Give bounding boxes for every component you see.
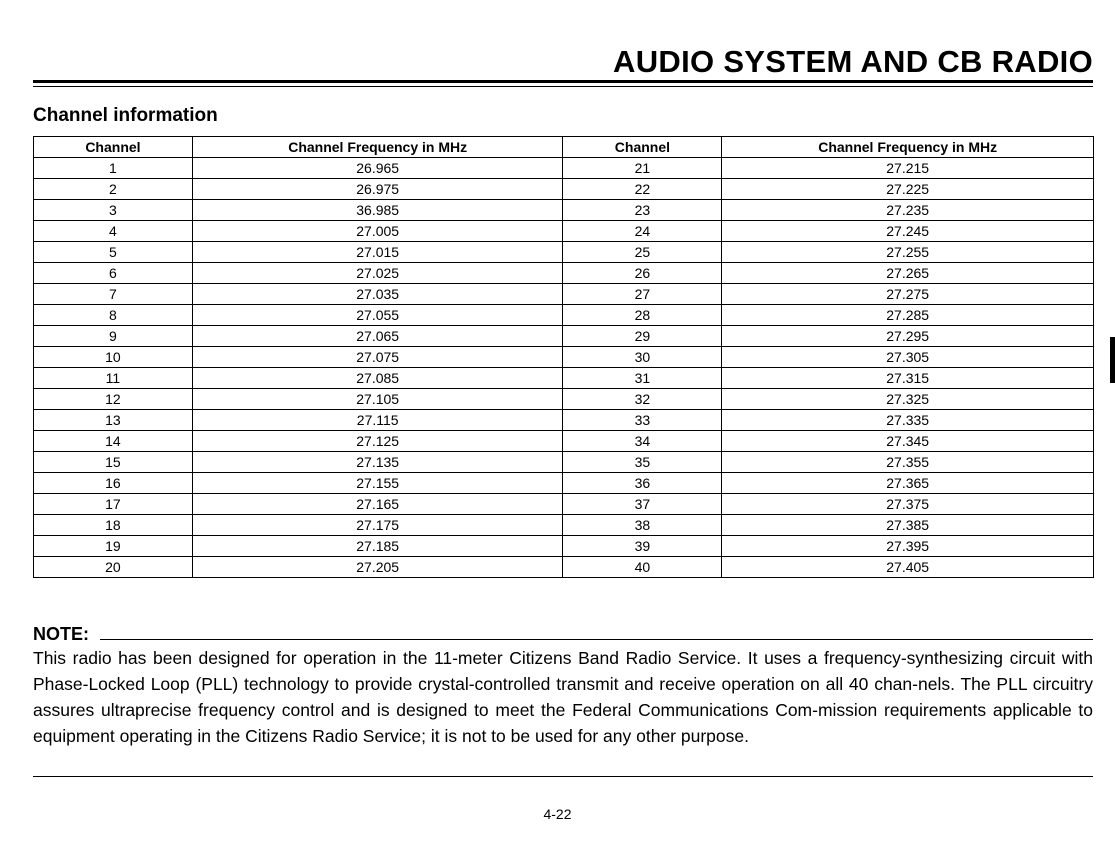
cell-channel-left: 4 <box>34 221 193 242</box>
cell-frequency-right: 27.255 <box>722 242 1094 263</box>
table-row <box>34 326 1094 347</box>
table-row <box>34 368 1094 389</box>
cell-frequency-right: 27.265 <box>722 263 1094 284</box>
cell-channel-right: 40 <box>563 557 722 578</box>
cell-channel-right: 23 <box>563 200 722 221</box>
table-row <box>34 515 1094 536</box>
cell-channel-right: 37 <box>563 494 722 515</box>
table-row <box>34 347 1094 368</box>
cell-channel-left: 8 <box>34 305 193 326</box>
table-row <box>34 494 1094 515</box>
cell-frequency-right: 27.385 <box>722 515 1094 536</box>
cell-channel-right: 22 <box>563 179 722 200</box>
cell-channel-left: 16 <box>34 473 193 494</box>
cell-frequency-right: 27.325 <box>722 389 1094 410</box>
cell-channel-left: 11 <box>34 368 193 389</box>
cell-frequency-right: 27.345 <box>722 431 1094 452</box>
cell-channel-right: 28 <box>563 305 722 326</box>
header-rule-thick <box>33 80 1093 83</box>
cell-channel-right: 25 <box>563 242 722 263</box>
cell-frequency-right: 27.315 <box>722 368 1094 389</box>
cell-frequency-left: 27.165 <box>192 494 563 515</box>
cell-frequency-left: 27.185 <box>192 536 563 557</box>
cell-frequency-left: 26.965 <box>192 158 563 179</box>
table-row <box>34 158 1094 179</box>
cell-channel-right: 36 <box>563 473 722 494</box>
note-bottom-rule <box>33 776 1093 777</box>
cell-frequency-right: 27.365 <box>722 473 1094 494</box>
header-rule-thin <box>33 86 1093 87</box>
cell-frequency-left: 27.055 <box>192 305 563 326</box>
cell-frequency-left: 27.155 <box>192 473 563 494</box>
cell-frequency-left: 27.035 <box>192 284 563 305</box>
table-row <box>34 284 1094 305</box>
cell-channel-right: 34 <box>563 431 722 452</box>
cell-frequency-left: 27.125 <box>192 431 563 452</box>
table-row <box>34 473 1094 494</box>
table-row <box>34 536 1094 557</box>
table-row <box>34 179 1094 200</box>
channel-frequency-table <box>33 136 1094 578</box>
cell-channel-left: 6 <box>34 263 193 284</box>
page-title: AUDIO SYSTEM AND CB RADIO <box>613 44 1093 79</box>
cell-frequency-left: 27.025 <box>192 263 563 284</box>
cell-channel-left: 18 <box>34 515 193 536</box>
cell-channel-right: 39 <box>563 536 722 557</box>
section-title: Channel information <box>33 105 218 126</box>
cell-frequency-left: 36.985 <box>192 200 563 221</box>
table-row <box>34 263 1094 284</box>
table-row <box>34 410 1094 431</box>
cell-channel-right: 24 <box>563 221 722 242</box>
cell-channel-left: 10 <box>34 347 193 368</box>
cell-frequency-right: 27.295 <box>722 326 1094 347</box>
table-row <box>34 431 1094 452</box>
cell-frequency-left: 27.135 <box>192 452 563 473</box>
table-row <box>34 242 1094 263</box>
cell-channel-left: 12 <box>34 389 193 410</box>
cell-frequency-right: 27.405 <box>722 557 1094 578</box>
cell-frequency-right: 27.335 <box>722 410 1094 431</box>
cell-frequency-right: 27.225 <box>722 179 1094 200</box>
cell-frequency-left: 27.005 <box>192 221 563 242</box>
cell-channel-right: 27 <box>563 284 722 305</box>
note-label: NOTE: <box>33 624 89 644</box>
cell-channel-right: 35 <box>563 452 722 473</box>
cell-channel-left: 19 <box>34 536 193 557</box>
table-header-row <box>34 137 1094 158</box>
column-header-channel-right: Channel <box>563 137 722 158</box>
cell-channel-right: 29 <box>563 326 722 347</box>
cell-frequency-left: 27.085 <box>192 368 563 389</box>
cell-frequency-right: 27.275 <box>722 284 1094 305</box>
cell-channel-left: 15 <box>34 452 193 473</box>
cell-channel-right: 31 <box>563 368 722 389</box>
cell-frequency-right: 27.375 <box>722 494 1094 515</box>
cell-frequency-right: 27.355 <box>722 452 1094 473</box>
cell-frequency-left: 27.105 <box>192 389 563 410</box>
cell-channel-right: 21 <box>563 158 722 179</box>
table-body <box>34 158 1094 578</box>
cell-channel-right: 32 <box>563 389 722 410</box>
cell-frequency-left: 27.205 <box>192 557 563 578</box>
cell-channel-right: 30 <box>563 347 722 368</box>
cell-frequency-left: 26.975 <box>192 179 563 200</box>
table-row <box>34 452 1094 473</box>
column-header-frequency-right: Channel Frequency in MHz <box>722 137 1094 158</box>
note-text: This radio has been designed for operation in the 11-meter Citizens Band Radio Service. It uses a frequency-synthesizing circuit with Phase-Locked Loop (PLL) technology to provide crystal-controlled transmit and receive operation on all 40 chan-nels. The PLL circuitry assures ultraprecise frequency control and is designed to meet the Federal Communications Com-mission requirements applicable to equipment operating in the Citizens Radio Service; it is not to be used for any other purpose. <box>33 648 1093 746</box>
cell-channel-left: 1 <box>34 158 193 179</box>
cell-frequency-left: 27.015 <box>192 242 563 263</box>
cell-frequency-left: 27.075 <box>192 347 563 368</box>
cell-frequency-right: 27.305 <box>722 347 1094 368</box>
table-row <box>34 305 1094 326</box>
cell-frequency-right: 27.245 <box>722 221 1094 242</box>
cell-channel-left: 17 <box>34 494 193 515</box>
cell-channel-left: 3 <box>34 200 193 221</box>
cell-channel-left: 9 <box>34 326 193 347</box>
cell-frequency-left: 27.065 <box>192 326 563 347</box>
cell-frequency-right: 27.395 <box>722 536 1094 557</box>
section-edge-tab <box>1110 337 1115 383</box>
table-row <box>34 221 1094 242</box>
table-row <box>34 200 1094 221</box>
cell-channel-right: 38 <box>563 515 722 536</box>
cell-frequency-right: 27.215 <box>722 158 1094 179</box>
page-number: 4-22 <box>543 806 572 822</box>
note-rule <box>100 639 1093 640</box>
table-row <box>34 389 1094 410</box>
cell-frequency-right: 27.285 <box>722 305 1094 326</box>
cell-channel-left: 5 <box>34 242 193 263</box>
cell-frequency-right: 27.235 <box>722 200 1094 221</box>
cell-channel-left: 2 <box>34 179 193 200</box>
cell-channel-left: 20 <box>34 557 193 578</box>
cell-channel-right: 33 <box>563 410 722 431</box>
table-row <box>34 557 1094 578</box>
column-header-frequency-left: Channel Frequency in MHz <box>192 137 563 158</box>
cell-channel-left: 7 <box>34 284 193 305</box>
cell-channel-left: 14 <box>34 431 193 452</box>
cell-channel-left: 13 <box>34 410 193 431</box>
cell-frequency-left: 27.175 <box>192 515 563 536</box>
cell-channel-right: 26 <box>563 263 722 284</box>
cell-frequency-left: 27.115 <box>192 410 563 431</box>
column-header-channel-left: Channel <box>34 137 193 158</box>
